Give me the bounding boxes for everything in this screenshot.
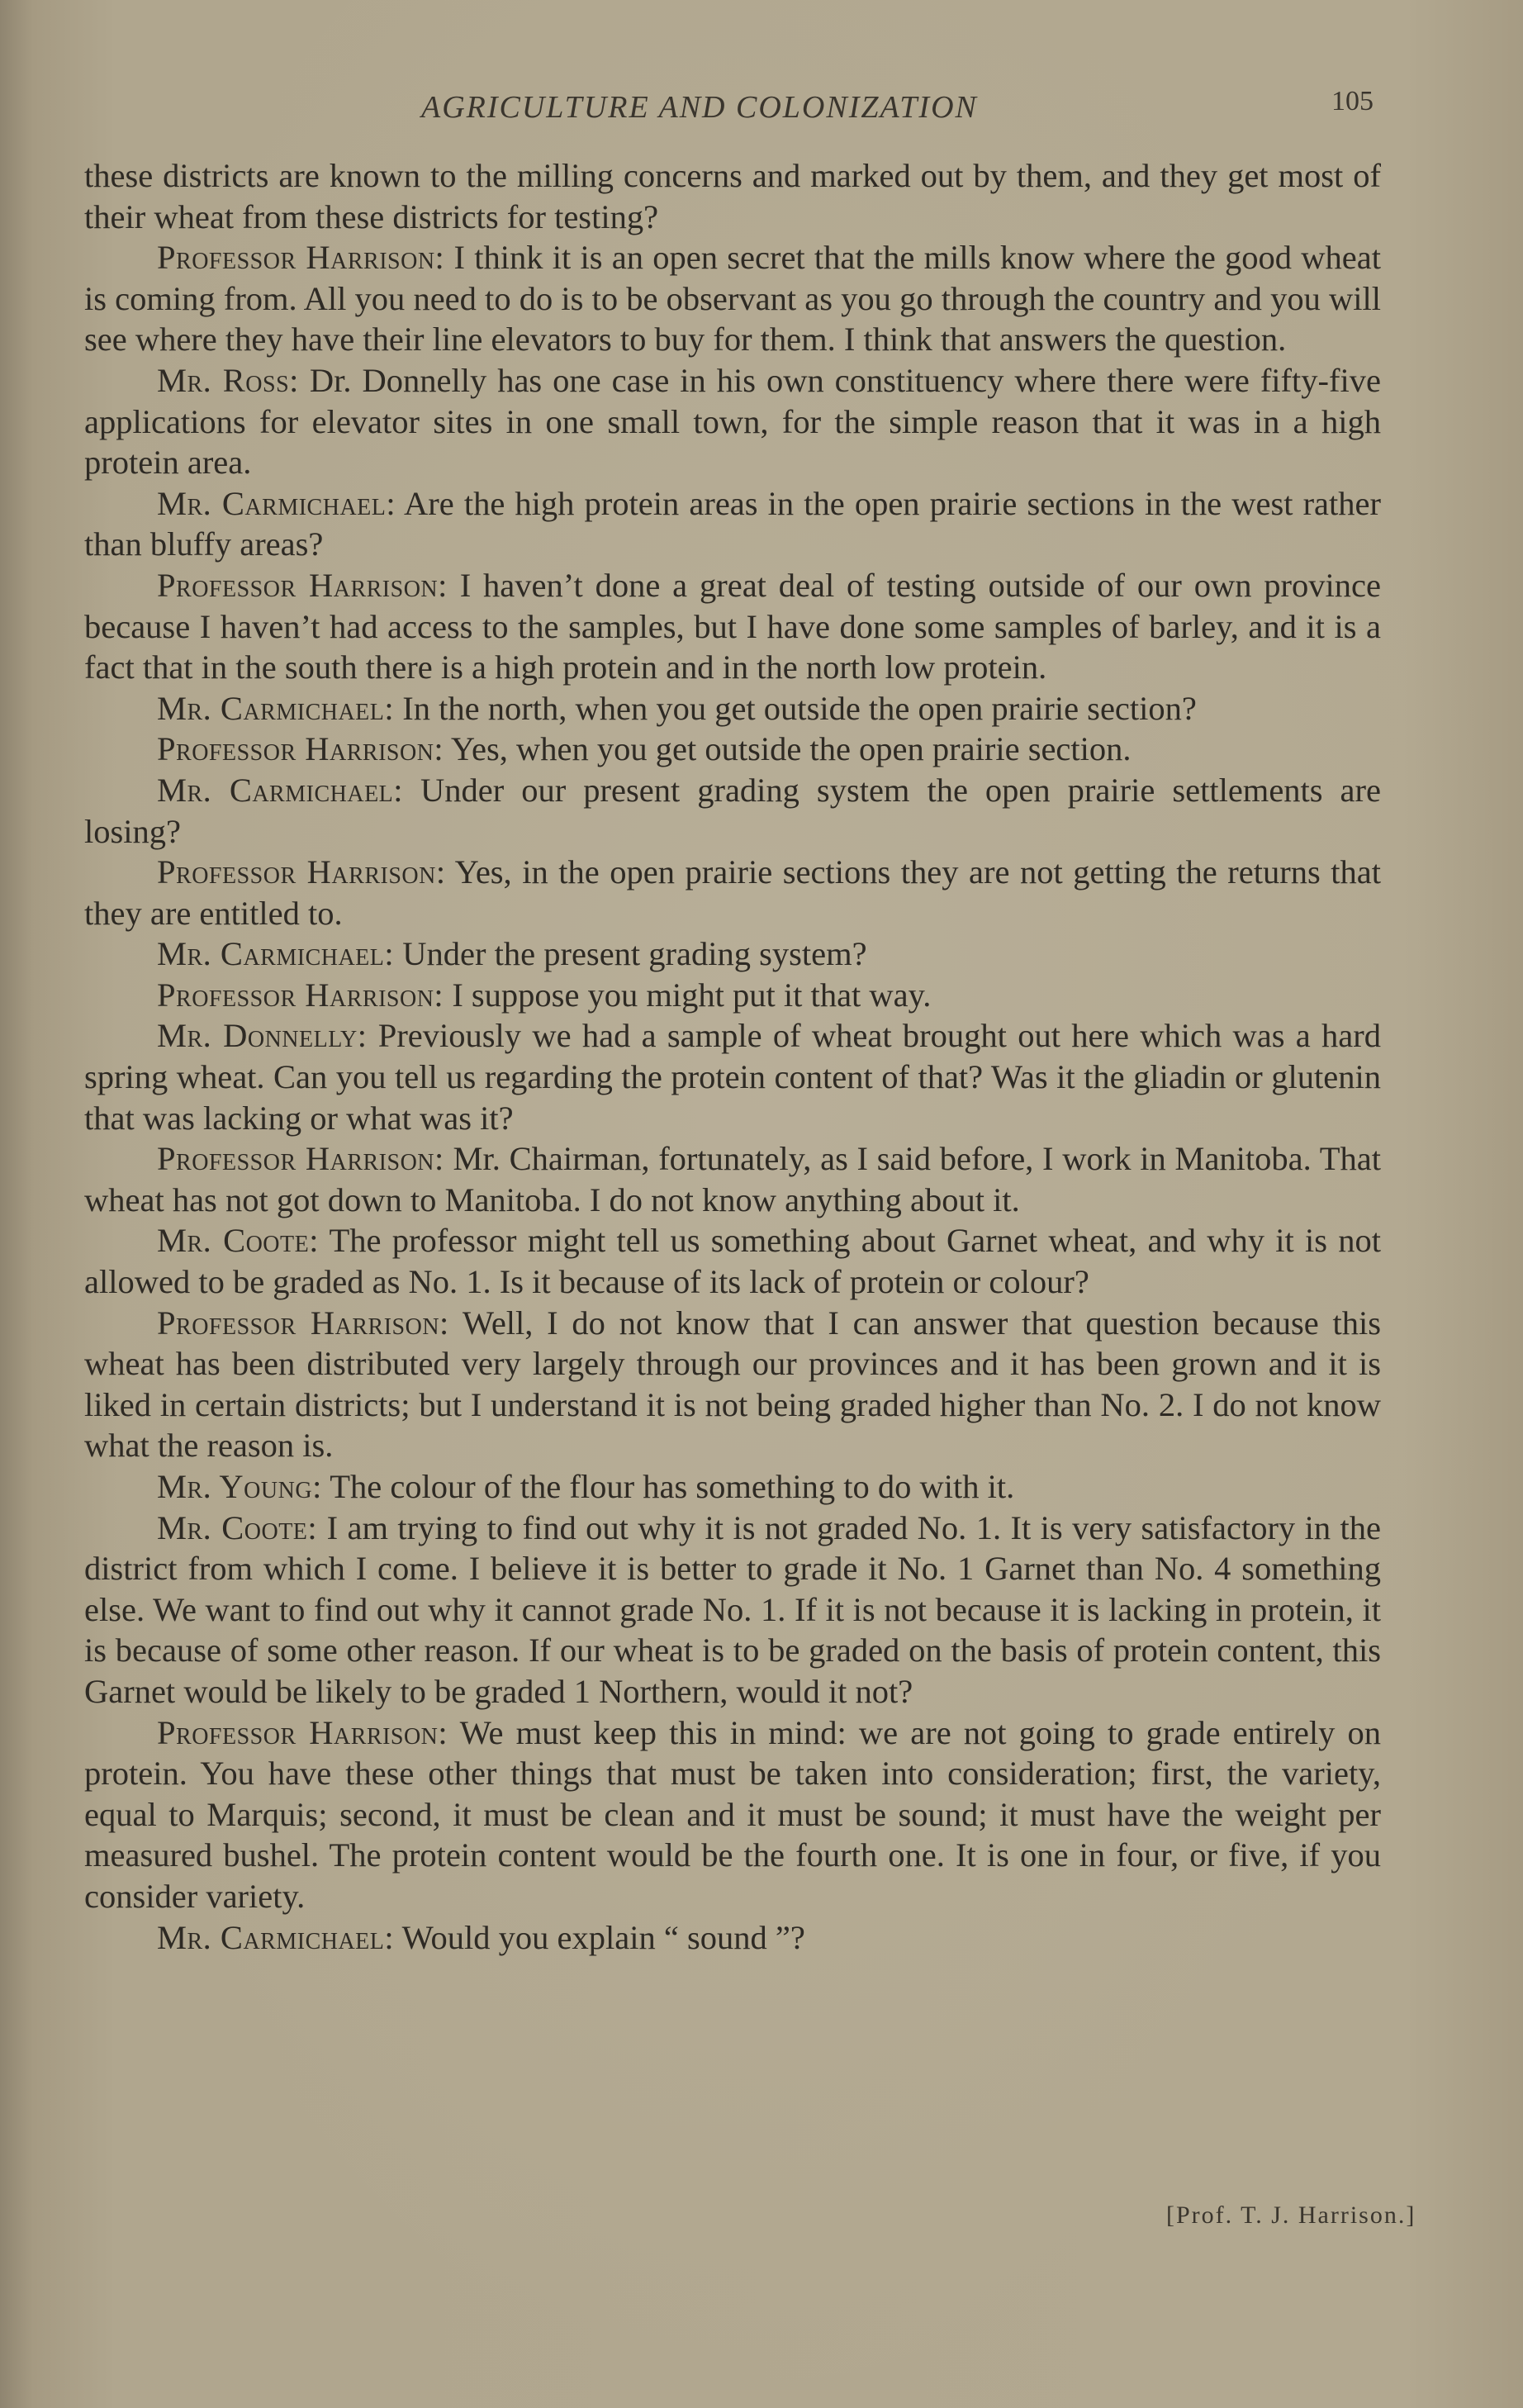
paragraph-text: I haven’t done a great deal of testing outside of our own province because I haven’t had access to the samples, but I have done some samples of barley, and it is a fact that in the south there is a high protein and in the north low protein.	[84, 566, 1381, 686]
transcript-paragraph	[84, 1508, 1381, 1712]
paragraph-text: Under the present grading system?	[402, 935, 867, 973]
speaker-name: Mr. Coote:	[157, 1222, 319, 1260]
speaker-name: Professor Harrison:	[157, 730, 444, 768]
paragraph-text: Under our present grading system the open prairie settlements are losing?	[84, 771, 1381, 850]
speaker-name: Mr. Carmichael:	[157, 771, 404, 809]
transcript-paragraph	[84, 360, 1381, 483]
transcript-paragraph	[84, 852, 1381, 933]
paragraph-text: We must keep this in mind: we are not going to grade entirely on protein. You have these other things that must be taken into consideration; first, the variety, equal to Marquis; second, it must be clean and it must be sound; it must have the weight per measured bushel. The protein content would be the fourth one. It is one in four, or five, if you consider variety.	[84, 1713, 1381, 1915]
paragraph-text: Would you explain “ sound ”?	[401, 1918, 805, 1956]
speaker-name: Mr. Carmichael:	[157, 935, 395, 973]
running-title: AGRICULTURE AND COLONIZATION	[421, 90, 978, 125]
paragraph-text: I think it is an open secret that the mills know where the good wheat is coming from. All you need to do is to be observant as you go through the country and you will see where they have their line elevators to buy for them. I think that answers the question.	[84, 239, 1381, 359]
transcript-paragraph	[84, 933, 1381, 975]
transcript-paragraph	[84, 975, 1381, 1016]
transcript-paragraph	[84, 1303, 1381, 1466]
speaker-name: Mr. Carmichael:	[157, 1918, 395, 1956]
speaker-name: Mr. Carmichael:	[157, 689, 395, 727]
paragraph-text: In the north, when you get outside the open prairie section?	[402, 689, 1197, 727]
transcript-body	[84, 155, 1381, 1958]
speaker-name: Professor Harrison:	[157, 1140, 444, 1178]
paragraph-text: Yes, when you get outside the open prairie section.	[450, 730, 1132, 768]
transcript-paragraph	[84, 688, 1381, 729]
paragraph-text: Well, I do not know that I can answer that question because this wheat has been distributed very largely through our provinces and it has been grown and it is liked in certain districts; but I understand it is not being graded higher than No. 2. I do not know what the reason is.	[84, 1304, 1381, 1465]
paragraph-text: I am trying to find out why it is not graded No. 1. It is very satisfactory in the district from which I come. I believe it is better to grade it No. 1 Garnet than No. 4 something else. We want to find out why it cannot grade No. 1. If it is not because it is lacking in protein, it is because of some other reason. If our wheat is to be graded on the basis of protein content, this Garnet would be likely to be graded 1 Northern, would it not?	[84, 1508, 1382, 1710]
paragraph-text: The colour of the flour has something to do with it.	[330, 1468, 1015, 1505]
speaker-name: Professor Harrison:	[157, 1304, 449, 1342]
transcript-paragraph	[84, 237, 1381, 360]
transcript-paragraph	[84, 1712, 1381, 1917]
transcript-paragraph	[84, 1917, 1381, 1959]
transcript-paragraph	[84, 1138, 1381, 1220]
speaker-name: Professor Harrison:	[157, 239, 445, 277]
speaker-name: Professor Harrison:	[157, 566, 448, 604]
speaker-name: Professor Harrison:	[157, 853, 446, 891]
transcript-paragraph	[84, 483, 1381, 565]
running-head	[0, 86, 1523, 139]
speaker-name: Mr. Ross:	[157, 361, 299, 399]
paragraph-text: I suppose you might put it that way.	[452, 976, 932, 1014]
speaker-name: Mr. Donnelly:	[157, 1017, 368, 1055]
speaker-name: Professor Harrison:	[157, 976, 444, 1014]
transcript-paragraph	[84, 1220, 1381, 1302]
transcript-paragraph	[84, 565, 1381, 688]
paragraph-text: Mr. Chairman, fortunately, as I said before, I work in Manitoba. That wheat has not got down to Manitoba. I do not know anything about it.	[84, 1140, 1381, 1218]
paragraph-text: The professor might tell us something about Garnet wheat, and why it is not allowed to be graded as No. 1. Is it because of its lack of protein or colour?	[84, 1222, 1381, 1301]
paragraph-text: Are the high protein areas in the open prairie sections in the west rather than bluffy areas?	[84, 484, 1382, 563]
transcript-paragraph	[84, 1015, 1381, 1138]
paragraph-text: Previously we had a sample of wheat brought out here which was a hard spring wheat. Can you tell us regarding the protein content of that? Was it the gliadin or glutenin that was lacking or what was it?	[84, 1017, 1382, 1137]
speaker-attribution: [Prof. T. J. Harrison.]	[1166, 2201, 1416, 2229]
transcript-paragraph	[84, 770, 1381, 852]
speaker-name: Professor Harrison:	[157, 1713, 448, 1751]
speaker-name: Mr. Carmichael:	[157, 484, 396, 522]
transcript-paragraph	[84, 155, 1381, 237]
transcript-paragraph	[84, 1466, 1381, 1508]
paragraph-text: Yes, in the open prairie sections they are not getting the returns that they are entitled to.	[84, 853, 1381, 932]
paragraph-text: these districts are known to the milling concerns and marked out by them, and they get most of their wheat from these districts for testing?	[84, 157, 1381, 235]
transcript-paragraph	[84, 729, 1381, 770]
speaker-name: Mr. Coote:	[157, 1508, 318, 1546]
speaker-name: Mr. Young:	[157, 1468, 322, 1505]
paragraph-text: Dr. Donnelly has one case in his own constituency where there were fifty-five applications for elevator sites in one small town, for the simple reason that it was in a high protein area.	[84, 361, 1381, 482]
page-number: 105	[1331, 86, 1374, 116]
